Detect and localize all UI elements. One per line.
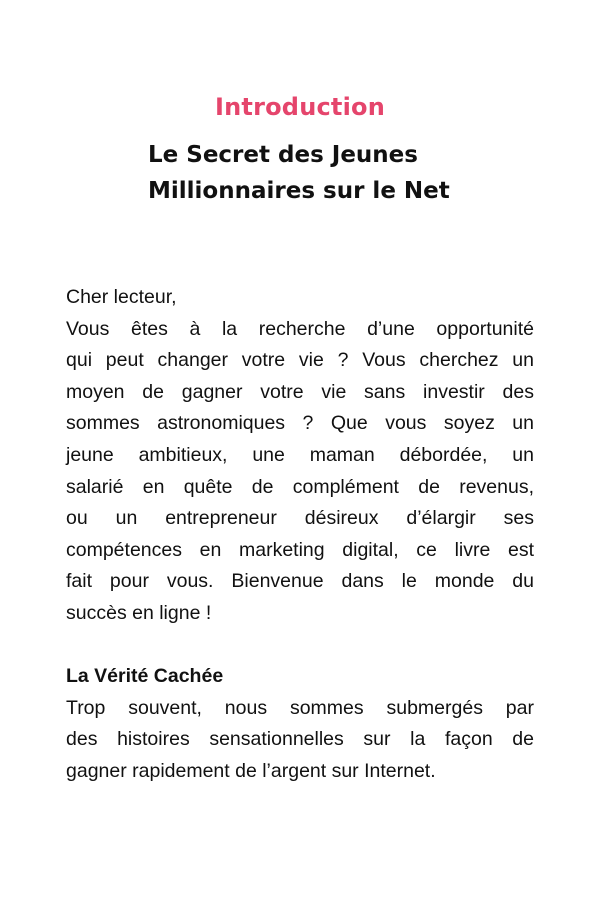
paragraph-line: des histoires sensationnelles sur la façon de bbox=[66, 728, 534, 751]
paragraph-line: gagner rapidement de l’argent sur Internet. bbox=[66, 759, 436, 782]
greeting: Cher lecteur, bbox=[66, 286, 177, 308]
paragraph-line: sommes astronomiques ? Que vous soyez un bbox=[66, 412, 534, 435]
paragraph-line: Trop souvent, nous sommes submergés par bbox=[66, 696, 534, 719]
body-text bbox=[66, 282, 534, 788]
paragraph-line: moyen de gagner votre vie sans investir des bbox=[66, 380, 534, 403]
paragraph-line: succès en ligne ! bbox=[66, 601, 212, 624]
paragraph-line: salarié en quête de complément de revenus, bbox=[66, 475, 534, 498]
paragraph-spacer bbox=[66, 630, 534, 662]
paragraph-line: Vous êtes à la recherche d’une opportunité bbox=[66, 317, 534, 340]
section-heading: La Vérité Cachée bbox=[66, 665, 224, 688]
paragraph-line: ou un entrepreneur désireux d’élargir ses bbox=[66, 507, 534, 530]
paragraph-line: jeune ambitieux, une maman débordée, un bbox=[66, 443, 534, 466]
chapter-kicker: Introduction bbox=[215, 93, 385, 121]
paragraph-line: compétences en marketing digital, ce livre est bbox=[66, 538, 534, 561]
chapter-title-line-1: Le Secret des Jeunes bbox=[148, 142, 418, 168]
chapter-title bbox=[148, 137, 548, 209]
paragraph-line: qui peut changer votre vie ? Vous cherchez un bbox=[66, 349, 534, 372]
paragraph-line: fait pour vous. Bienvenue dans le monde du bbox=[66, 570, 534, 593]
chapter-title-line-2: Millionnaires sur le Net bbox=[148, 178, 450, 204]
